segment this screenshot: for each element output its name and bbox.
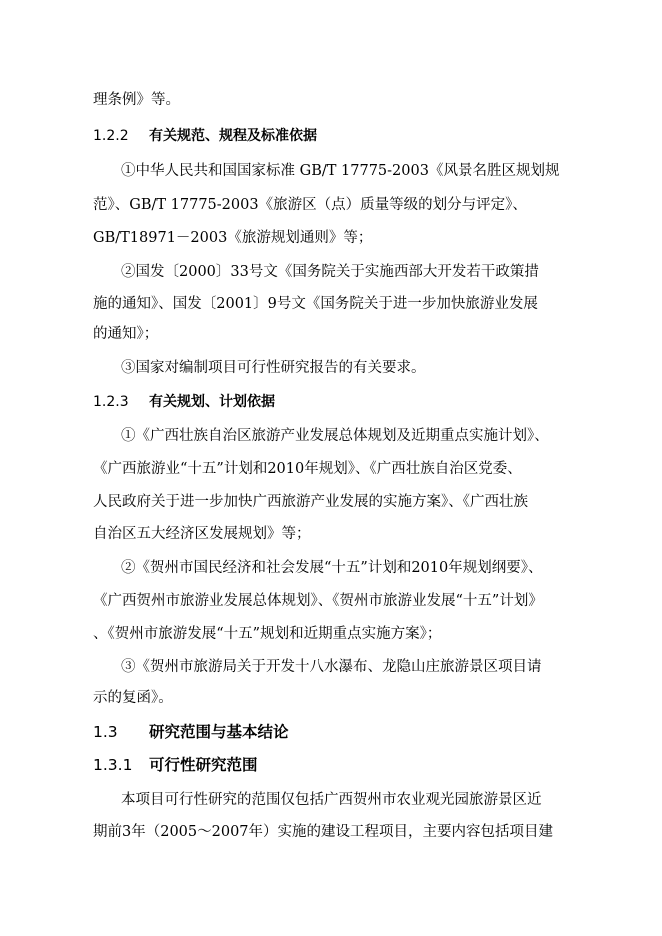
paragraph-line: 理条例》等。 [93, 92, 180, 108]
section-title: 研究范围与基本结论 [149, 723, 289, 741]
paragraph-line: GB/T18971－2003《旅游规划通则》等； [93, 230, 373, 246]
section-number: 1.3 [93, 723, 118, 741]
paragraph-line: 《广西旅游业“十五”计划和2010年规划》、《广西壮族自治区党委、 [93, 461, 522, 477]
paragraph-line: 期前3年（2005～2007年）实施的建设工程项目，主要内容包括项目建 [93, 824, 554, 840]
section-heading-1-2-3 [93, 392, 275, 412]
section-heading-1-3 [93, 722, 289, 742]
paragraph-line: 自治区五大经济区发展规划》等； [93, 526, 311, 542]
section-number: 1.2.2 [93, 128, 129, 144]
paragraph-line: 的通知》； [93, 326, 159, 342]
paragraph-line: 本项目可行性研究的范围仅包括广西贺州市农业观光园旅游景区近 [121, 792, 542, 808]
section-title: 有关规划、计划依据 [149, 394, 275, 410]
paragraph-line: ③国家对编制项目可行性研究报告的有关要求。 [121, 360, 426, 376]
section-number: 1.3.1 [93, 756, 133, 774]
section-title: 有关规范、规程及标准依据 [149, 128, 317, 144]
paragraph-line: 示的复函》。 [93, 690, 173, 706]
paragraph-line: 、《贺州市旅游发展“十五”规划和近期重点实施方案》； [93, 626, 442, 642]
paragraph-line: ②《贺州市国民经济和社会发展“十五”计划和2010年规划纲要》、 [121, 560, 543, 576]
section-title: 可行性研究范围 [149, 756, 258, 774]
paragraph-line: ①《广西壮族自治区旅游产业发展总体规划及近期重点实施计划》、 [121, 428, 549, 444]
paragraph-line: 范》、GB/T 17775-2003《旅游区（点）质量等级的划分与评定》、 [93, 197, 527, 213]
paragraph-line: ③《贺州市旅游局关于开发十八水瀑布、龙隐山庄旅游景区项目请 [121, 659, 542, 675]
paragraph-line: ②国发〔2000〕33号文《国务院关于实施西部大开发若干政策措 [121, 264, 539, 280]
paragraph-line: 施的通知》、国发〔2001〕9号文《国务院关于进一步加快旅游业发展 [93, 296, 538, 312]
paragraph-line: 《广西贺州市旅游业发展总体规划》、《贺州市旅游业发展“十五”计划》 [93, 593, 543, 609]
section-heading-1-2-2 [93, 126, 317, 146]
section-heading-1-3-1 [93, 755, 258, 775]
section-number: 1.2.3 [93, 394, 129, 410]
paragraph-line: 人民政府关于进一步加快广西旅游产业发展的实施方案》、《广西壮族 [93, 494, 528, 510]
paragraph-line: ①中华人民共和国国家标准 GB/T 17775-2003《风景名胜区规划规 [121, 163, 560, 179]
